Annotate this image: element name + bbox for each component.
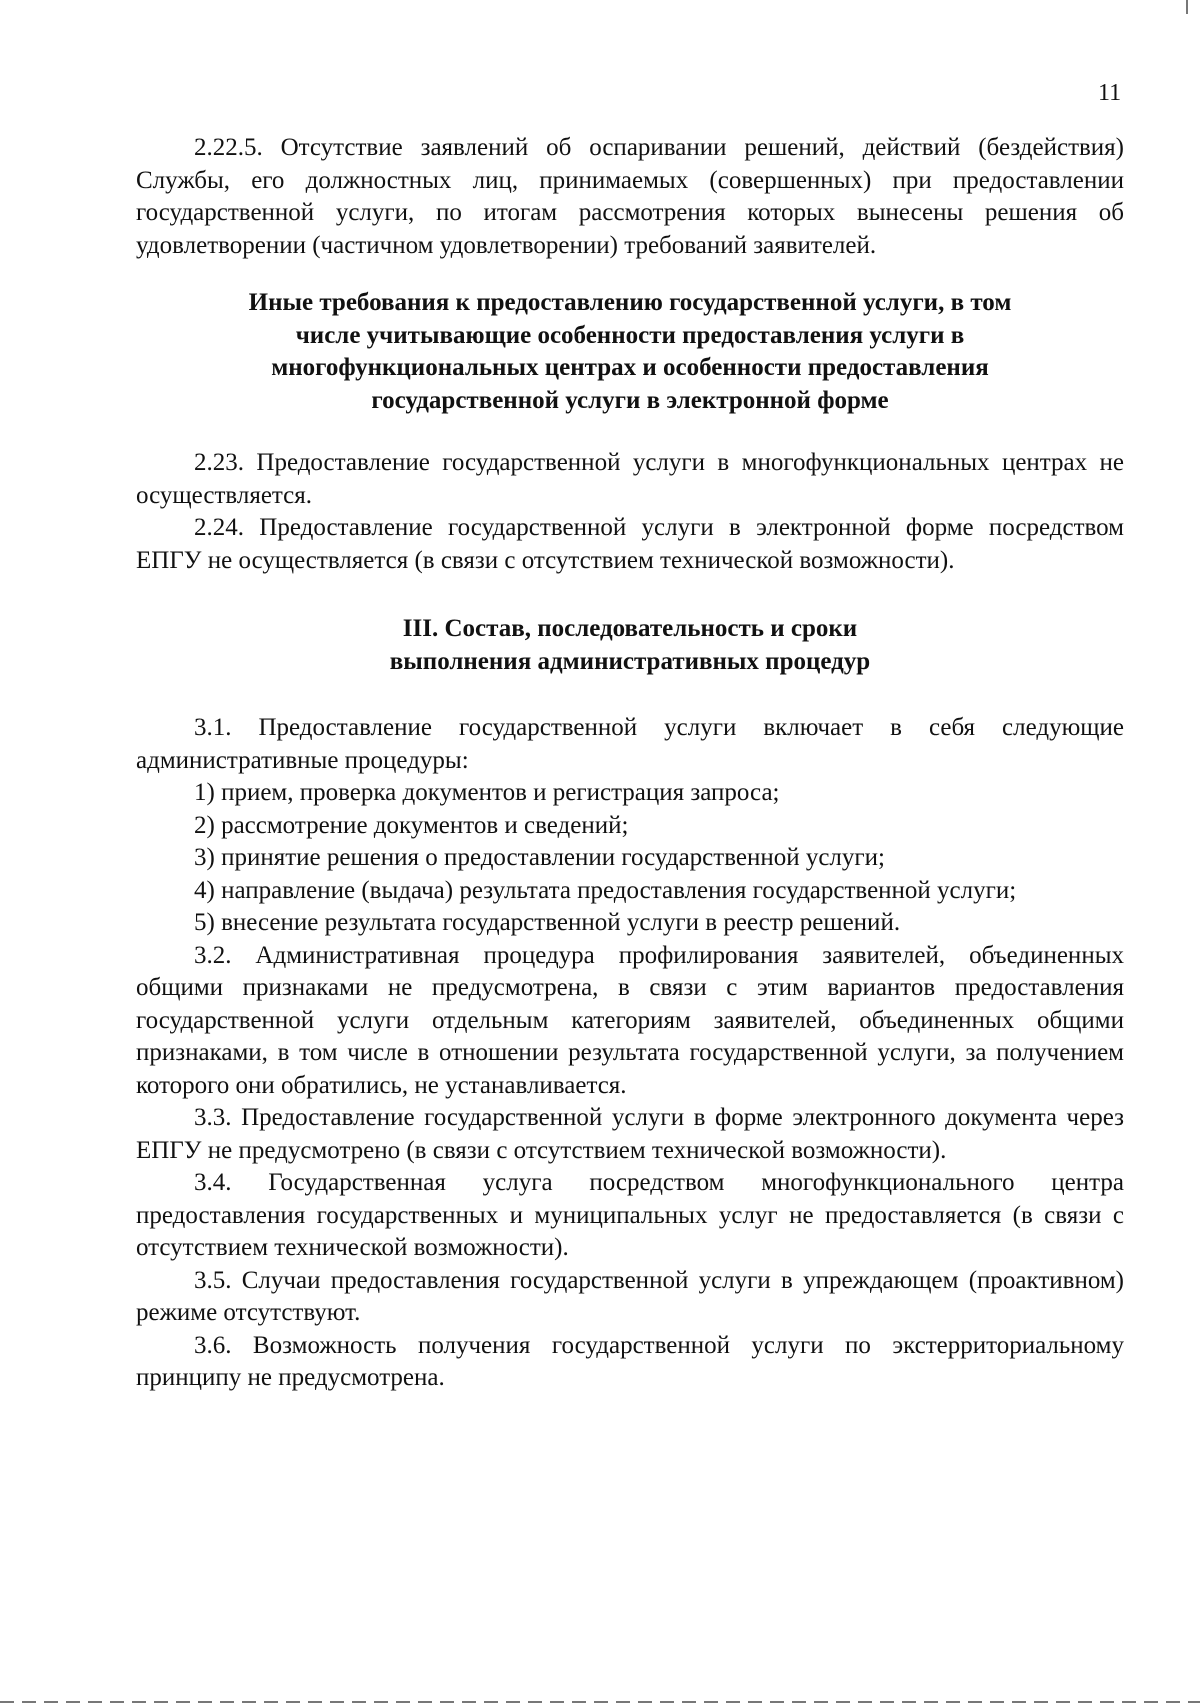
heading-line: Иные требования к предоставлению государственной услуги, в том <box>248 289 1012 316</box>
heading-line: числе учитывающие особенности предоставления услуги в <box>295 321 965 349</box>
heading-line: III. Состав, последовательность и сроки <box>402 615 858 642</box>
heading-section-3 <box>136 613 1124 678</box>
heading-line: многофункциональных центрах и особенности предоставления <box>271 354 989 381</box>
paragraph-3-3: 3.3. Предоставление государственной услуги в форме электронного документа через ЕПГУ не предусмотрено (в связи с отсутствием технической возможности). <box>136 1104 1124 1164</box>
paragraph-2-23: 2.23. Предоставление государственной услуги в многофункциональных центрах не осуществляется. <box>136 449 1124 509</box>
paragraph-3-5: 3.5. Случаи предоставления государственной услуги в упреждающем (проактивном) режиме отсутствуют. <box>136 1266 1124 1326</box>
heading-other-requirements <box>136 287 1124 417</box>
procedure-item: 3) принятие решения о предоставлении государственной услуги; <box>194 844 885 871</box>
heading-line: выполнения административных процедур <box>389 647 871 675</box>
document-body <box>136 132 1124 1395</box>
paragraph-2-22-5: 2.22.5. Отсутствие заявлений об оспаривании решений, действий (бездействия) Службы, его должностных лиц, принимаемых (совершенных) при предоставлении государственной услуги, по итогам рассмотрения которых вынесены решения об удовлетворении (частичном удовлетворении) требований заявителей. <box>136 134 1124 259</box>
paragraph-3-6: 3.6. Возможность получения государственной услуги по экстерриториальному принципу не предусмотрена. <box>136 1331 1124 1391</box>
paragraph-2-24: 2.24. Предоставление государственной услуги в электронной форме посредством ЕПГУ не осуществляется (в связи с отсутствием технической возможности). <box>136 514 1124 574</box>
procedure-item: 4) направление (выдача) результата предоставления государственной услуги; <box>194 876 1017 904</box>
paragraph-3-1: 3.1. Предоставление государственной услуги включает в себя следующие административные процедуры: <box>136 714 1124 774</box>
procedure-item: 5) внесение результата государственной услуги в реестр решений. <box>194 909 901 936</box>
paragraph-3-4: 3.4. Государственная услуга посредством многофункционального центра предоставления государственных и муниципальных услуг не предоставляется (в связи с отсутствием технической возможности). <box>136 1169 1124 1261</box>
heading-line: государственной услуги в электронной форме <box>371 386 889 414</box>
paragraph-3-2: 3.2. Административная процедура профилирования заявителей, объединенных общими признаками не предусмотрена, в связи с этим вариантов предоставления государственной услуги отдельным категориям заявителей, объединенных общими признаками, в том числе в отношении результата государственной услуги, за получением которого они обратились, не устанавливается. <box>136 941 1124 1099</box>
scan-bottom-edge <box>0 1701 1200 1703</box>
page-number: 11 <box>1098 80 1122 106</box>
scan-edge-mark <box>1186 0 1188 14</box>
procedure-item: 1) прием, проверка документов и регистрация запроса; <box>194 779 780 806</box>
procedure-item: 2) рассмотрение документов и сведений; <box>194 811 629 839</box>
